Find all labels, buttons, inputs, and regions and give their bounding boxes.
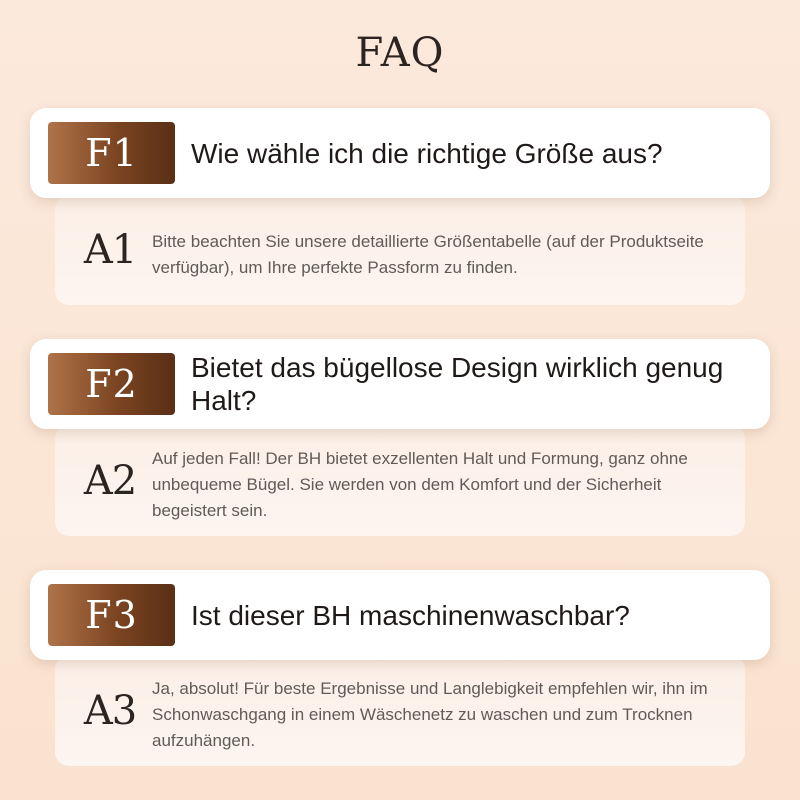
question-text: Wie wähle ich die richtige Größe aus? <box>191 137 663 169</box>
answer-card-1 <box>55 195 745 305</box>
question-label: F2 <box>48 353 175 415</box>
answer-label: A2 <box>83 457 137 504</box>
page-title: FAQ <box>355 30 445 76</box>
answer-card-3 <box>55 655 745 766</box>
question-label: F1 <box>48 122 175 184</box>
question-text: Ist dieser BH maschinenwaschbar? <box>191 599 630 631</box>
question-text: Bietet das bügellose Design wirklich genug Halt? <box>191 352 724 416</box>
answer-label: A3 <box>83 687 137 734</box>
answer-card-2 <box>55 425 745 536</box>
answer-text: Ja, absolut! Für beste Ergebnisse und Langlebigkeit empfehlen wir, ihn im Schonwaschgang in einem Wäschenetz zu waschen und zum Trocknen aufzuhängen. <box>152 678 708 750</box>
answer-text: Bitte beachten Sie unsere detaillierte Größentabelle (auf der Produktseite verfügbar), um Ihre perfekte Passform zu finden. <box>152 232 704 277</box>
question-card-1[interactable] <box>30 108 770 198</box>
question-card-2[interactable] <box>30 339 770 429</box>
question-card-3[interactable] <box>30 570 770 660</box>
answer-label: A1 <box>83 227 137 273</box>
question-label: F3 <box>48 584 175 646</box>
answer-text: Auf jeden Fall! Der BH bietet exzellenten Halt und Formung, ganz ohne unbequeme Bügel. Sie werden von dem Komfort und der Sicherheit begeistert sein. <box>152 448 688 520</box>
